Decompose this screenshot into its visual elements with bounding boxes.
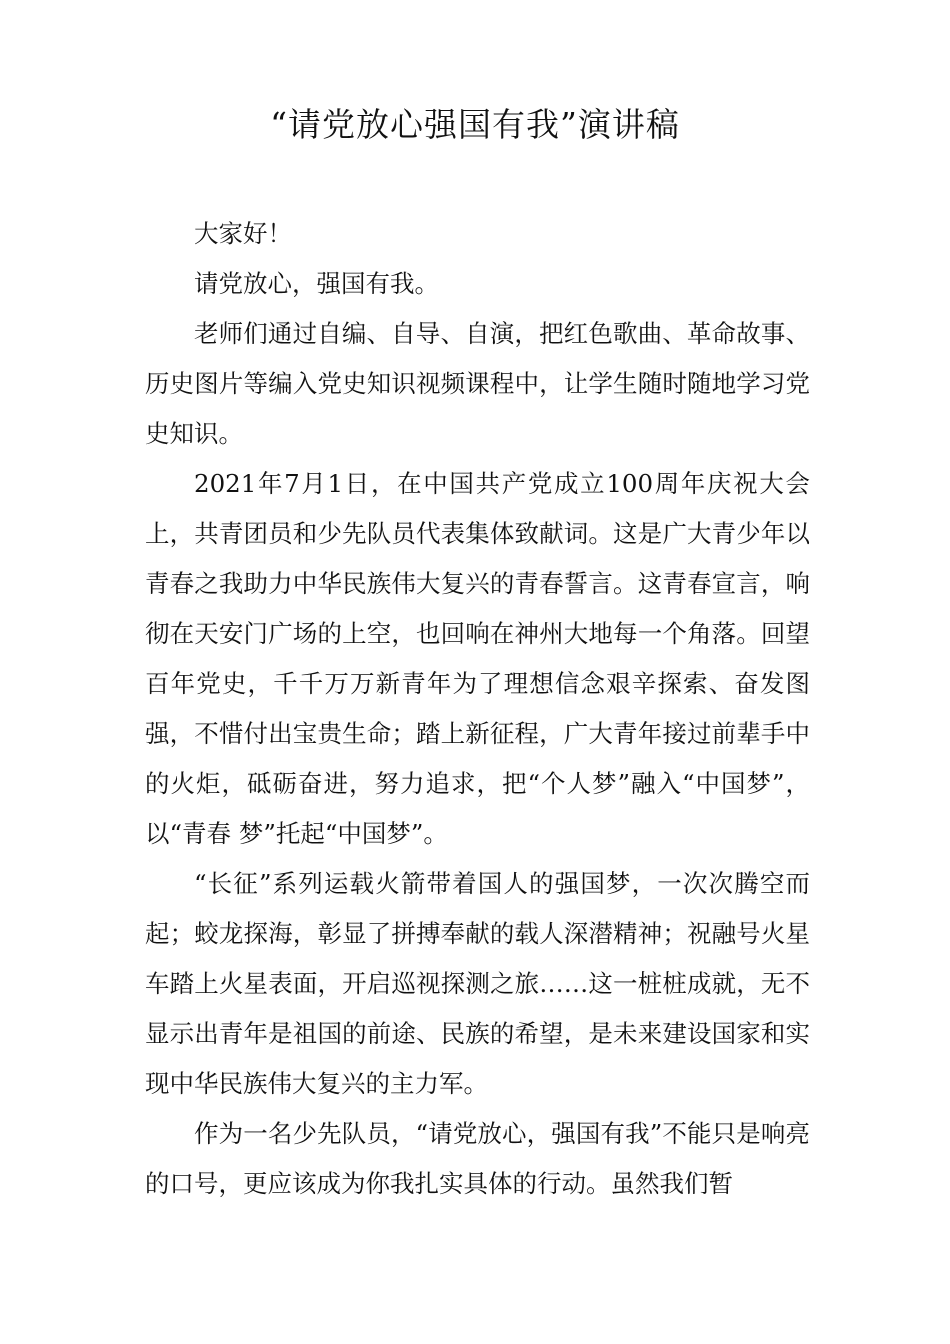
paragraph-greeting: 大家好！ [194,219,292,248]
paragraph-centenary: 2021年7月1日，在中国共产党成立100周年庆祝大会上，共青团员和少先队员代表集体致献词。这是广大青少年以青春之我助力中华民族伟大复兴的青春誓言。这青春宣言，响彻在天安门广场的上空，也回响在神州大地每一个角落。回望百年党史，千千万万新青年为了理想信念艰辛探索、奋发图强，不惜付出宝贵生命；踏上新征程，广大青年接过前辈手中的火炬，砥砺奋进，努力追求，把“个人梦”融入“中国梦”，以“青春 梦”托起“中国梦”。 [145,469,810,848]
paragraph-motto: 请党放心，强国有我。 [194,269,439,298]
paragraph-achievements: “长征”系列运载火箭带着国人的强国梦，一次次腾空而起；蛟龙探海，彰显了拼搏奉献的载人深潜精神；祝融号火星车踏上火星表面，开启巡视探测之旅……这一桩桩成就，无不显示出青年是祖国的前途、民族的希望，是未来建设国家和实现中华民族伟大复兴的主力军。 [145,869,810,1098]
document-body [145,209,810,1209]
paragraph-young-pioneer: 作为一名少先队员，“请党放心，强国有我”不能只是响亮的口号，更应该成为你我扎实具体的行动。虽然我们暂 [145,1119,810,1198]
paragraph-teachers: 老师们通过自编、自导、自演，把红色歌曲、革命故事、历史图片等编入党史知识视频课程中，让学生随时随地学习党史知识。 [145,319,810,448]
document-title: “请党放心强国有我”演讲稿 [270,105,680,144]
